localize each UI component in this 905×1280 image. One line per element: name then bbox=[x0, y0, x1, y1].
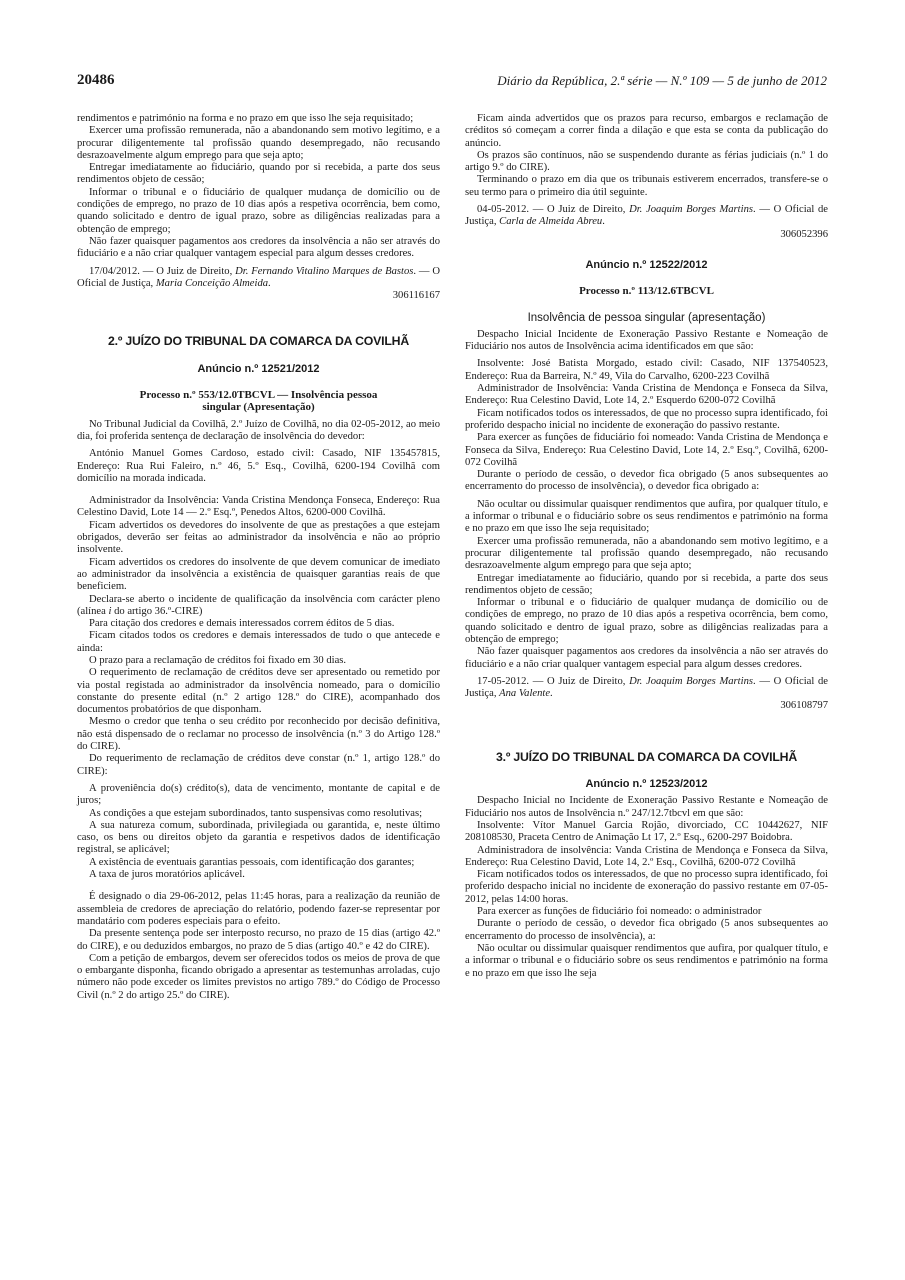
paragraph: Despacho Inicial Incidente de Exoneração Passivo Restante e Nomeação de Fiduciário nos autos de Insolvência acima identificados em que são: bbox=[465, 328, 828, 353]
signature-text: . bbox=[268, 277, 271, 289]
paragraph: Informar o tribunal e o fiduciário de qualquer mudança de domicílio ou de condições de emprego, no prazo de 10 dias após a respetiva ocorrência, bem como, quando solicitado e dentro de igual prazo, sobre as diligências realizadas para a obtenção de emprego; bbox=[77, 186, 440, 235]
paragraph: A proveniência do(s) crédito(s), data de vencimento, montante de capital e de juros; bbox=[77, 782, 440, 807]
signature-text: . bbox=[602, 216, 605, 228]
signature-text: . — O Oficial de Justiça, bbox=[465, 204, 828, 228]
signature-text: . — O Oficial de Justiça, bbox=[77, 265, 441, 289]
paragraph: Ficam advertidos os credores do insolvente de que devem comunicar de imediato ao administrador da insolvência a existência de quaisquer garantias reais de que beneficiem. bbox=[77, 556, 440, 593]
announcement-number: Anúncio n.º 12521/2012 bbox=[197, 362, 320, 375]
signature-text: . — O Oficial de Justiça, bbox=[465, 675, 828, 700]
paragraph: António Manuel Gomes Cardoso, estado civil: Casado, NIF 135457815, Endereço: Rua Rui Faleiro, n.º 46, 5.º Esq., Covilhã, 6200-194 Covilhã com domicílio na morada indicada. bbox=[77, 448, 440, 484]
paragraph: Ficam notificados todos os interessados, de que no processo supra identificado, foi proferido despacho inicial no incidente de exoneração do passivo restante em 07-05-2012, pelas 14:00 horas. bbox=[465, 869, 828, 905]
paragraph: Mesmo o credor que tenha o seu crédito por reconhecido por decisão definitiva, não está dispensado de o reclamar no processo de insolvência (n.º 3 do Artigo 128.º do CIRE). bbox=[77, 716, 440, 753]
document-code: 306052396 bbox=[780, 228, 828, 240]
paragraph: Ficam notificados todos os interessados, de que no processo supra identificado, foi proferido despacho inicial no incidente de exoneração do passivo restante. bbox=[465, 407, 828, 431]
paragraph: Ficam ainda advertidos que os prazos para recurso, embargos e reclamação de créditos só começam a correr finda a dilação e que esta se conta da publicação do anúncio. bbox=[465, 113, 828, 149]
announcement-number: Anúncio n.º 12523/2012 bbox=[585, 778, 708, 791]
paragraph: A existência de eventuais garantias pessoais, com identificação dos garantes; bbox=[89, 856, 415, 868]
signature-date: 17/04/2012. — O Juiz de Direito, bbox=[89, 265, 236, 277]
paragraph: Administrador de Insolvência: Vanda Cristina de Mendonça e Fonseca da Silva, Endereço: Rua Celestino David, Lote 14, 2.º Esquerdo 6200-072 Covilhã bbox=[465, 383, 828, 407]
paragraph: No Tribunal Judicial da Covilhã, 2.º Juízo de Covilhã, no dia 02-05-2012, ao meio dia, foi proferida sentença de declaração de insolvência do devedor: bbox=[77, 418, 440, 442]
paragraph: Administradora de insolvência: Vanda Cristina de Mendonça e Fonseca da Silva, Endereço: Rua Celestino David, Lote 14, 2.º Esq., Covilhã, 6200-072 Covilhã bbox=[465, 844, 828, 868]
paragraph: Não ocultar ou dissimular quaisquer rendimentos que aufira, por qualquer título, e a informar o tribunal e o fiduciário sobre os seus rendimentos e património na forma e no prazo em que isso lhe seja requisitado; bbox=[465, 498, 828, 535]
paragraph: Os prazos são contínuos, não se suspendendo durante as férias judiciais (n.º 1 do artigo 9.º do CIRE). bbox=[465, 149, 828, 174]
paragraph: rendimentos e património na forma e no prazo em que isso lhe seja requisitado; bbox=[77, 113, 414, 124]
paragraph: Exercer uma profissão remunerada, não a abandonando sem motivo legítimo, e a procurar diligentemente tal profissão quando desempregado, não recusando desrazoavelmente algum emprego para que seja apto; bbox=[465, 535, 828, 572]
paragraph: Não fazer quaisquer pagamentos aos credores da insolvência a não ser através do fiduciário e a não criar qualquer vantagem especial para algum desses credores. bbox=[77, 235, 440, 260]
text: do artigo 36.º-CIRE) bbox=[111, 605, 203, 617]
paragraph: A taxa de juros moratórios aplicável. bbox=[89, 869, 245, 881]
paragraph: Informar o tribunal e o fiduciário de qualquer mudança de domicílio ou de condições de emprego, no prazo de 10 dias após a respetiva ocorrência, bem como, quando solicitado e dentro de igual prazo, sobre as diligências realizadas para a obtenção de emprego; bbox=[465, 597, 828, 645]
officer-name: Maria Conceição Almeida bbox=[155, 277, 269, 289]
paragraph: Entregar imediatamente ao fiduciário, quando por si recebida, a parte dos seus rendimentos objeto de cessão; bbox=[77, 162, 440, 186]
paragraph: É designado o dia 29-06-2012, pelas 11:45 horas, para a realização da reunião de assembleia de credores de apreciação do relatório, podendo fazer-se representar por mandatário com poderes especiais para o efeito. bbox=[77, 891, 440, 927]
paragraph: Ficam citados todos os credores e demais interessados de tudo o que antecede e ainda: bbox=[77, 630, 440, 654]
paragraph: Ficam advertidos os devedores do insolvente de que as prestações a que estejam obrigados, deverão ser feitas ao administrador da insolvência e não ao próprio insolvente. bbox=[77, 519, 440, 556]
paragraph: Para citação dos credores e demais interessados correm éditos de 5 dias. bbox=[89, 618, 395, 630]
paragraph bbox=[77, 594, 440, 619]
paragraph: Insolvente: José Batista Morgado, estado civil: Casado, NIF 137540523, Endereço: Rua da Barreira, N.º 49, Vila do Carvalho, 6200-223 Covilhã bbox=[465, 358, 828, 382]
paragraph: O requerimento de reclamação de créditos deve ser apresentado ou remetido por via postal registada ao administrador da insolvência nomeado, para o domicílio constante do presente edital (n.º 2 artigo 128.º do CIRE), acompanhado dos documentos probatórios de que disponham. bbox=[77, 667, 440, 716]
journal-title: Diário da República, 2.ª série — N.º 109 — 5 de junho de 2012 bbox=[497, 73, 827, 88]
paragraph: Insolvente: Vítor Manuel Garcia Rojão, divorciado, CC 10442627, NIF 208108530, Praceta Centro de Animação Lt 17, 2.º Esq., 6200-297 Boidobra. bbox=[465, 819, 828, 844]
paragraph: Durante o período de cessão, o devedor fica obrigado (5 anos subsequentes ao encerramento do processo de insolvência), a: bbox=[465, 918, 828, 942]
signature-date: 04-05-2012. — O Juiz de Direito, bbox=[477, 204, 630, 216]
page-header bbox=[77, 72, 827, 92]
signature bbox=[77, 266, 440, 291]
paragraph: Durante o período de cessão, o devedor fica obrigado (5 anos subsequentes ao encerramento do processo de insolvência), o devedor fica obrigado a: bbox=[465, 469, 828, 493]
process-subtitle: Insolvência de pessoa singular (apresentação) bbox=[527, 311, 766, 324]
page-number: 20486 bbox=[77, 72, 115, 88]
court-heading: 3.º JUÍZO DO TRIBUNAL DA COMARCA DA COVILHÃ bbox=[495, 749, 798, 764]
paragraph: Da presente sentença pode ser interposto recurso, no prazo de 15 dias (artigo 42.º do CIRE), e ou deduzidos embargos, no prazo de 5 dias (artigo 40.º e 42 do CIRE). bbox=[77, 928, 440, 952]
officer-name: Carla de Almeida Abreu bbox=[499, 216, 603, 228]
document-code: 306116167 bbox=[392, 290, 440, 302]
text: i bbox=[108, 605, 112, 617]
document-code: 306108797 bbox=[780, 700, 828, 712]
paragraph: Terminando o prazo em dia que os tribunais estiverem encerrados, transfere-se o seu termo para o primeiro dia útil seguinte. bbox=[465, 174, 828, 198]
signature bbox=[465, 204, 828, 229]
paragraph: O prazo para a reclamação de créditos foi fixado em 30 dias. bbox=[89, 654, 347, 666]
announcement-number: Anúncio n.º 12522/2012 bbox=[585, 258, 708, 271]
paragraph: Do requerimento de reclamação de créditos deve constar (n.º 1, artigo 128.º do CIRE): bbox=[77, 753, 440, 777]
left-column bbox=[77, 113, 440, 1002]
paragraph: Entregar imediatamente ao fiduciário, quando por si recebida, a parte dos seus rendimentos objeto de cessão; bbox=[465, 572, 828, 596]
paragraph: Para exercer as funções de fiduciário foi nomeado: Vanda Cristina de Mendonça e Fonseca da Silva, Endereço: Rua Celestino David, Lote 14, 2.º Esq.º, Covilhã, 6200-072 Covilhã bbox=[465, 432, 828, 468]
process-title: Processo n.º 553/12.0TBCVL — Insolvência pessoa bbox=[139, 389, 378, 402]
right-column bbox=[465, 113, 828, 980]
paragraph: Com a petição de embargos, devem ser oferecidos todos os meios de prova de que o embargante disponha, ficando obrigado a apresentar as testemunhas arroladas, cujo número não pode exceder os limites previstos no artigo 789.º do Código de Processo Civil (n.º 2 do artigo 25.º do CIRE). bbox=[77, 952, 440, 1001]
signature-date: 17-05-2012. — O Juiz de Direito, bbox=[477, 675, 630, 687]
signature bbox=[465, 676, 828, 701]
paragraph: Para exercer as funções de fiduciário foi nomeado: o administrador bbox=[477, 906, 762, 918]
judge-name: Dr. Joaquim Borges Martins bbox=[629, 675, 753, 687]
process-title: Processo n.º 113/12.6TBCVL bbox=[579, 285, 714, 298]
paragraph: Despacho Inicial no Incidente de Exoneração Passivo Restante e Nomeação de Fiduciário nos autos de Insolvência n.º 247/12.7tbcvl em que são: bbox=[465, 795, 828, 819]
paragraph: As condições a que estejam subordinados, tanto suspensivas como resolutivas; bbox=[89, 807, 423, 819]
paragraph: Não ocultar ou dissimular quaisquer rendimentos que aufira, por qualquer título, e a informar o tribunal e o fiduciário sobre os seus rendimentos e património na forma e no prazo em que isso lhe seja bbox=[465, 942, 828, 979]
paragraph: Não fazer quaisquer pagamentos aos credores da insolvência a não ser através do fiduciário e a não criar qualquer vantagem especial para algum desses credores. bbox=[465, 646, 828, 670]
officer-name: Ana Valente bbox=[499, 688, 551, 700]
signature-text: . bbox=[550, 688, 553, 700]
process-title: singular (Apresentação) bbox=[202, 401, 315, 414]
court-heading: 2.º JUÍZO DO TRIBUNAL DA COMARCA DA COVILHÃ bbox=[107, 334, 410, 349]
paragraph: Administrador da Insolvência: Vanda Cristina Mendonça Fonseca, Endereço: Rua Celestino David, Lote 14 — 2.º Esq.º, Penedos Altos, 6200-000 Covilhã. bbox=[77, 495, 440, 519]
judge-name: Dr. Joaquim Borges Martins bbox=[629, 204, 753, 216]
judge-name: Dr. Fernando Vitalino Marques de Bastos bbox=[235, 265, 414, 277]
text: Declara-se aberto o incidente de qualificação da insolvência com carácter pleno (alínea bbox=[77, 593, 440, 617]
paragraph: A sua natureza comum, subordinada, privilegiada ou garantida, e, neste último caso, os bens ou direitos objeto da garantia e respetivos dados de identificação registral, se aplicável; bbox=[77, 819, 440, 856]
paragraph: Exercer uma profissão remunerada, não a abandonando sem motivo legítimo, e a procurar diligentemente tal profissão quando desempregado, não recusando desrazoavelmente algum emprego para que seja apto; bbox=[77, 125, 440, 161]
